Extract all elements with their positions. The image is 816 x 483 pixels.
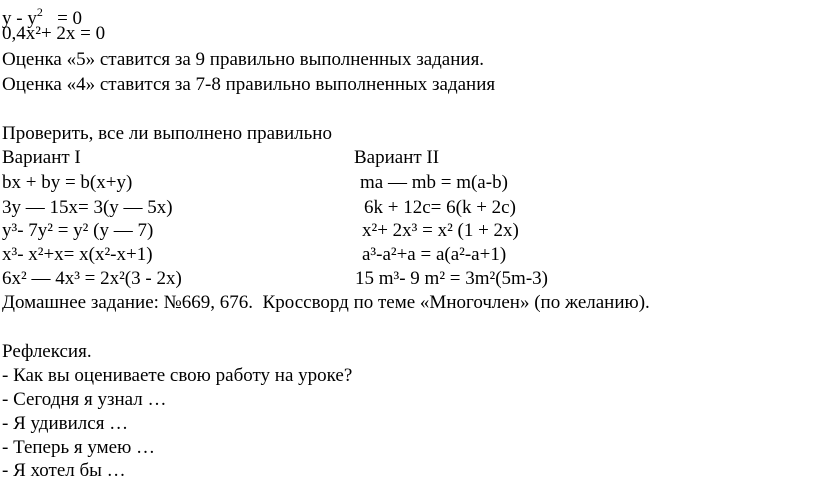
equation-1-lhs: y - y <box>2 8 37 29</box>
variant-2-answer: 6k + 12c= 6(k + 2c) <box>364 197 516 218</box>
equation-1-exponent: 2 <box>36 5 43 19</box>
equation-1-rhs: = 0 <box>42 8 83 29</box>
variant-2-answer: ma — mb = m(a-b) <box>360 172 508 193</box>
variant-1-answer: 3y — 15x= 3(y — 5x) <box>2 197 173 218</box>
variant-2-answer: a³-a²+a = a(a²-a+1) <box>362 244 507 265</box>
reflection-title: Рефлексия. <box>2 341 92 362</box>
variant-1-title: Вариант I <box>2 147 81 168</box>
reflection-item: - Я удивился … <box>2 413 129 434</box>
homework-line: Домашнее задание: №669, 676. Кроссворд по теме «Многочлен» (по желанию). <box>2 292 650 313</box>
equation-1 <box>2 0 83 29</box>
variant-2-title: Вариант II <box>354 147 440 168</box>
grade-4-note: Оценка «4» ставится за 7-8 правильно выполненных задания <box>2 74 496 95</box>
grade-5-note: Оценка «5» ставится за 9 правильно выполненных задания. <box>2 49 485 70</box>
variant-1-answer: y³- 7y² = y² (y — 7) <box>2 220 154 241</box>
variant-1-answer: bx + by = b(x+y) <box>2 172 133 193</box>
check-heading: Проверить, все ли выполнено правильно <box>2 123 332 144</box>
variant-2-answer: 15 m³- 9 m² = 3m²(5m-3) <box>355 268 548 289</box>
variant-1-answer: 6x² — 4x³ = 2x²(3 - 2x) <box>2 268 182 289</box>
reflection-item: - Я хотел бы … <box>2 460 126 481</box>
reflection-item: - Как вы оцениваете свою работу на уроке? <box>2 365 353 386</box>
reflection-item: - Сегодня я узнал … <box>2 389 167 410</box>
variant-1-answer: x³- x²+x= x(x²-x+1) <box>2 244 153 265</box>
equation-2: 0,4x²+ 2x = 0 <box>2 23 106 44</box>
variant-2-answer: x²+ 2x³ = x² (1 + 2x) <box>362 220 519 241</box>
reflection-item: - Теперь я умею … <box>2 437 156 458</box>
